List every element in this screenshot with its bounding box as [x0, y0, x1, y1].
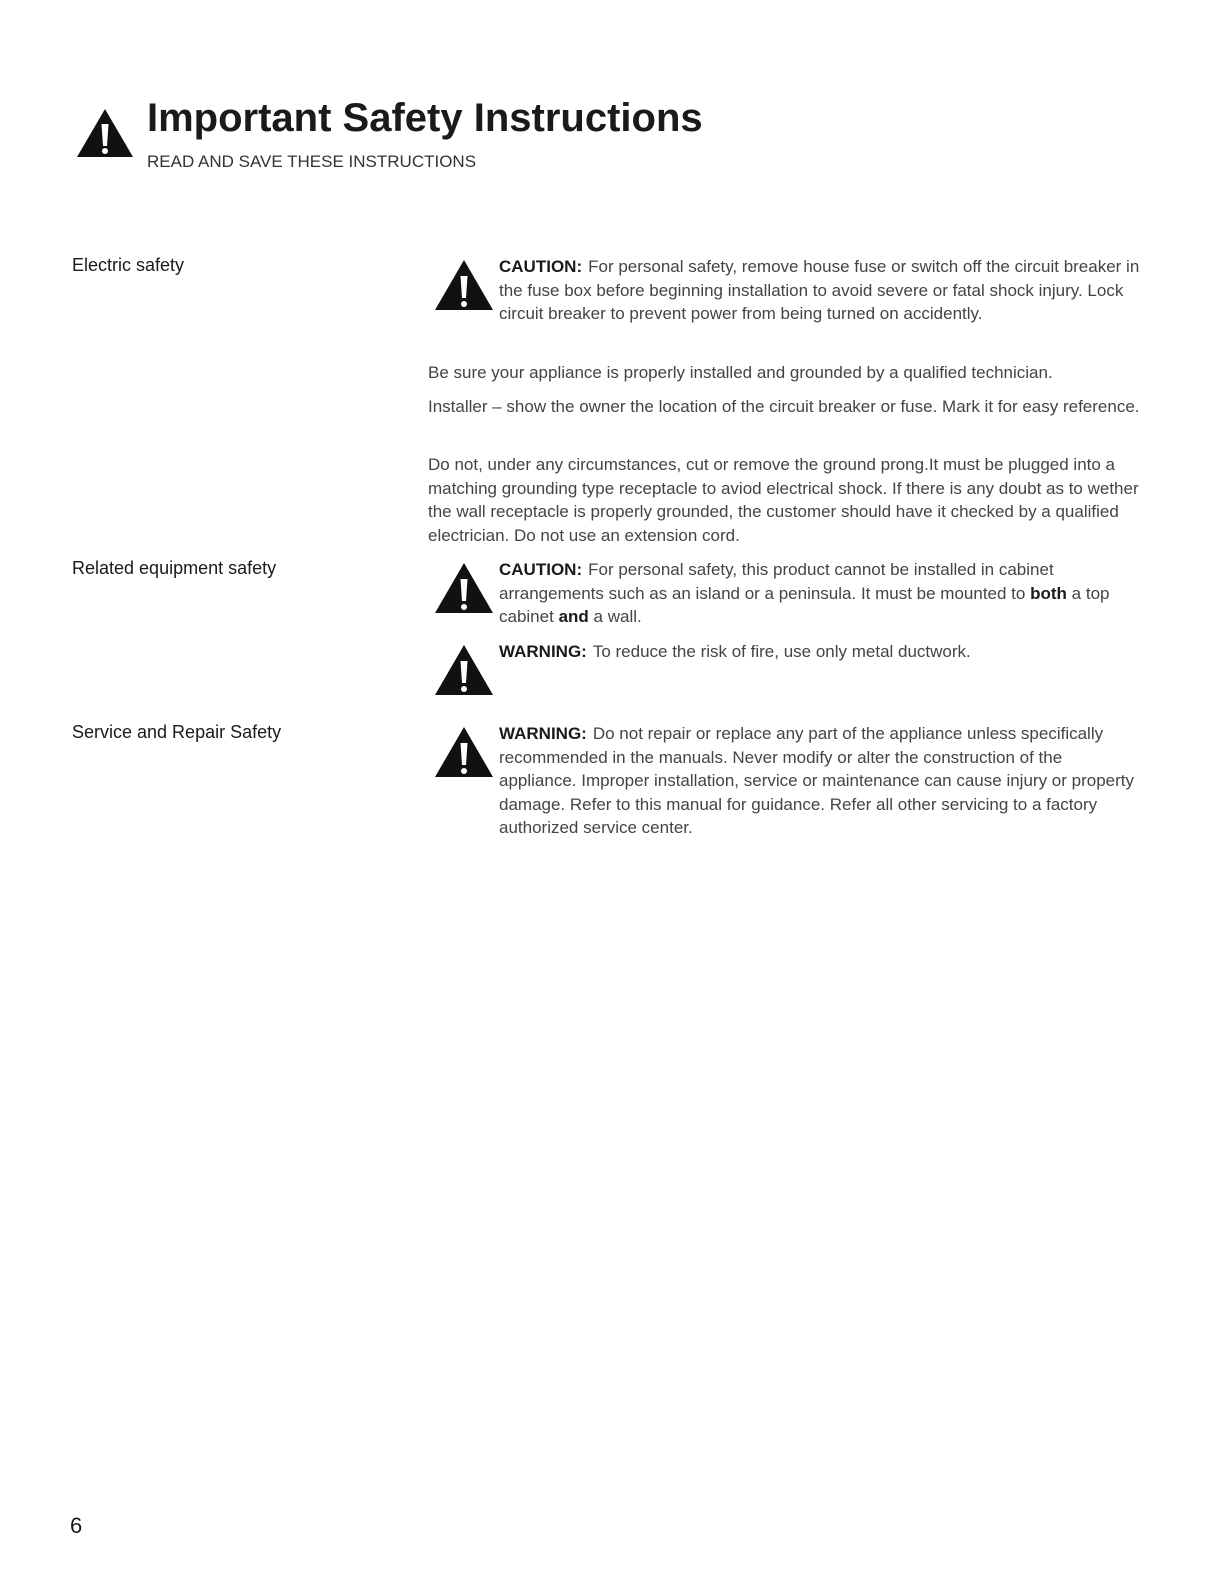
warning-related — [428, 640, 1144, 664]
paragraph-installer: Installer – show the owner the location of the circuit breaker or fuse. Mark it for easy reference. — [428, 397, 1140, 416]
emphasis-both: both — [1030, 583, 1067, 603]
warning-service — [428, 722, 1144, 840]
caution-label: CAUTION: — [499, 560, 583, 579]
warning-text — [499, 722, 1144, 840]
section-label-related-equipment: Related equipment safety — [72, 558, 277, 578]
paragraph-ground-prong: Do not, under any circumstances, cut or remove the ground prong.It must be plugged into a matching grounding type receptacle to aviod electrical shock. If there is any doubt as to wether the wall receptacle is properly grounded, the customer should have it checked by a qualified electrician. Do not use an extension cord. — [428, 455, 1139, 545]
caution-body: For personal safety, remove house fuse or switch off the circuit breaker in the fuse box before beginning installation to avoid severe or fatal shock injury. Lock circuit breaker to prevent power from being turned on accidently. — [499, 257, 1140, 323]
warning-body: To reduce the risk of fire, use only metal ductwork. — [592, 642, 971, 661]
caution-electric — [428, 255, 1144, 326]
page-title: Important Safety Instructions — [147, 96, 703, 140]
caution-text — [499, 558, 1144, 629]
warning-triangle-icon — [434, 726, 494, 778]
caution-related — [428, 558, 1144, 629]
warning-triangle-icon — [434, 644, 494, 696]
warning-label: WARNING: — [499, 642, 587, 661]
warning-label: WARNING: — [499, 724, 587, 743]
page-subtitle: READ AND SAVE THESE INSTRUCTIONS — [147, 152, 477, 171]
warning-text — [499, 640, 1144, 664]
paragraph-grounding: Be sure your appliance is properly installed and grounded by a qualified technician. — [428, 363, 1053, 382]
section-label-service-repair: Service and Repair Safety — [72, 722, 282, 742]
caution-body-3: a wall. — [593, 607, 642, 626]
page-header — [76, 96, 1076, 186]
warning-triangle-icon — [76, 108, 134, 158]
caution-body-2: a top cabinet — [499, 583, 1110, 626]
caution-body-1: For personal safety, this product cannot be installed in cabinet arrangements such as an island or a peninsula. It must be mounted to — [499, 560, 1054, 603]
warning-triangle-icon — [434, 259, 494, 311]
emphasis-and: and — [558, 607, 589, 626]
warning-triangle-icon — [434, 562, 494, 614]
caution-text — [499, 255, 1144, 326]
section-label-electric-safety: Electric safety — [72, 255, 185, 275]
warning-body: Do not repair or replace any part of the appliance unless specifically recommended in the manuals. Never modify or alter the construction of the appliance. Improper installation, service or maintenance can cause injury or property damage. Refer to this manual for guidance. Refer all other servicing to a factory authorized service center. — [499, 724, 1134, 837]
caution-label: CAUTION: — [499, 257, 583, 276]
page-number: 6 — [70, 1513, 83, 1538]
